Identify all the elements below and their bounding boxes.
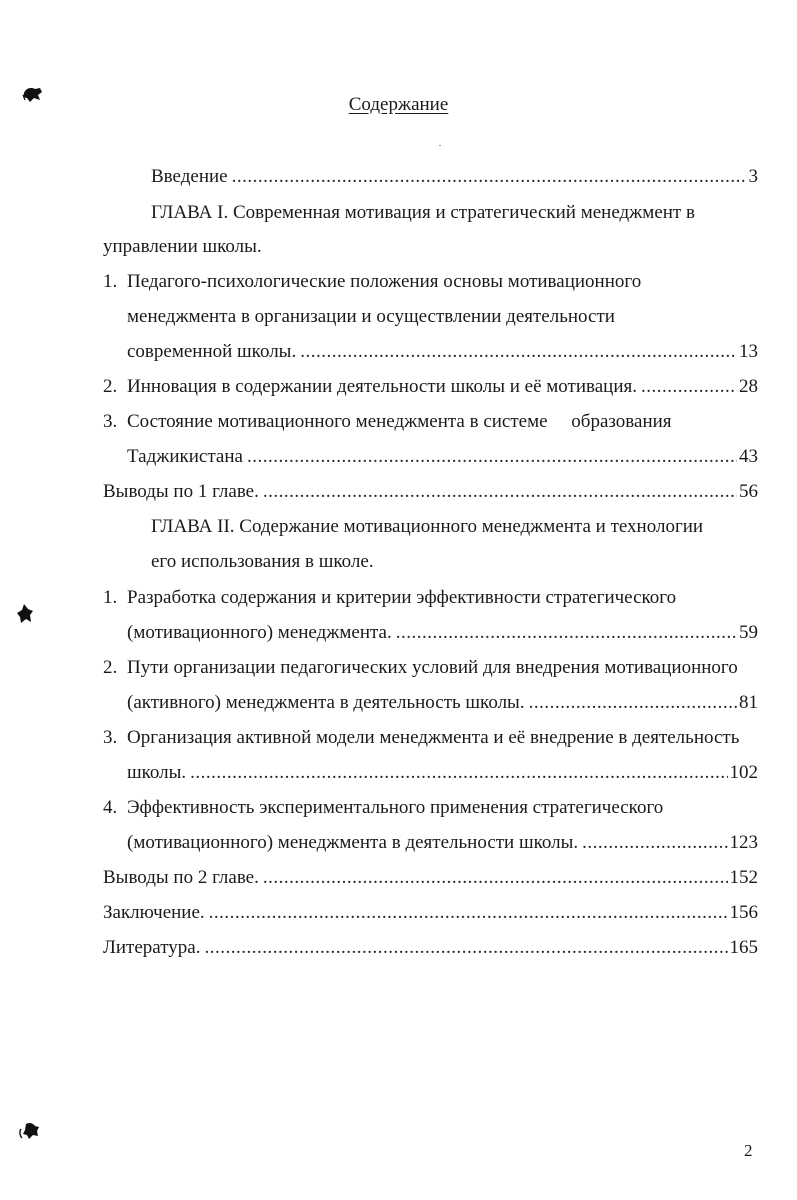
section-text: Разработка содержания и критерии эффективности стратегического (127, 587, 677, 608)
toc-page-number: 165 (729, 937, 758, 958)
toc-page-number: 3 (748, 166, 758, 187)
toc-entry-label: (активного) менеджмента в деятельность школы. (127, 692, 525, 713)
toc-entry-label: Выводы по 2 главе. (103, 867, 259, 888)
chapter2-heading-line1: ГЛАВА II. Содержание мотивационного менеджмента и технологии (151, 516, 704, 537)
toc-entry-label: Таджикистана (127, 446, 243, 467)
dot-leader (232, 164, 747, 190)
dot-leader (263, 479, 737, 505)
toc-page-number: 28 (739, 376, 758, 397)
toc-page-number: 152 (729, 867, 758, 888)
toc-entry-ch1-s1[interactable] (127, 339, 758, 365)
chapter2-heading-line2: его использования в школе. (151, 551, 374, 572)
ch2-section3-line1[interactable] (103, 725, 739, 751)
page-number: 2 (744, 1141, 753, 1160)
toc-entry-label: Выводы по 1 главе. (103, 481, 259, 502)
section-number: 1. (103, 587, 118, 608)
dot-leader (300, 339, 737, 365)
dot-leader (582, 830, 727, 856)
ch2-section2-line1[interactable] (103, 655, 738, 681)
toc-entry-ch1-conclusions[interactable] (103, 479, 758, 505)
toc-page-number: 56 (739, 481, 758, 502)
ch2-section4-line1[interactable] (103, 795, 663, 821)
toc-page-number: 59 (739, 622, 758, 643)
toc-entry-literature[interactable] (103, 935, 758, 961)
section-number: 2. (103, 657, 118, 678)
toc-page-number: 43 (739, 446, 758, 467)
section-number: 4. (103, 797, 118, 818)
section-text: Состояние мотивационного менеджмента в системе образования (127, 411, 672, 432)
toc-entry-label (103, 374, 637, 400)
ch2-section1-line1[interactable] (103, 585, 676, 611)
toc-page-number: 13 (739, 341, 758, 362)
toc-page-number: 123 (729, 832, 758, 853)
toc-entry-label: школы. (127, 762, 187, 783)
toc-entry-label: Введение (151, 166, 228, 187)
toc-entry-label: (мотивационного) менеджмента. (127, 622, 392, 643)
toc-entry-label: современной школы. (127, 341, 297, 362)
toc-entry-ch2-s4[interactable] (127, 830, 758, 856)
scan-speck (439, 145, 441, 146)
toc-entry-ch2-conclusions[interactable] (103, 865, 758, 891)
toc-title: Содержание (348, 94, 449, 115)
ch1-section1-line2: менеджмента в организации и осуществлении деятельности (127, 306, 615, 327)
dot-leader (396, 620, 737, 646)
section-number: 3. (103, 411, 118, 432)
toc-page-number: 81 (739, 692, 758, 713)
dot-leader (247, 444, 737, 470)
dot-leader (190, 760, 727, 786)
toc-page-number: 102 (729, 762, 758, 783)
dot-leader (209, 900, 728, 926)
toc-entry-ch2-s3[interactable] (127, 760, 758, 786)
punch-hole-mark-bottom (18, 1121, 42, 1141)
toc-entry-intro[interactable] (151, 164, 758, 190)
chapter1-heading-line2: управлении школы. (103, 236, 262, 257)
chapter1-heading-line1: ГЛАВА I. Современная мотивация и стратегический менеджмент в (151, 202, 695, 223)
toc-entry-label: Заключение. (103, 902, 205, 923)
section-text: Инновация в содержании деятельности школы и её мотивация. (127, 376, 637, 397)
dot-leader (529, 690, 737, 716)
dot-leader (641, 374, 737, 400)
dot-leader (204, 935, 727, 961)
section-number: 2. (103, 376, 118, 397)
toc-entry-ch1-s2[interactable] (103, 374, 758, 400)
toc-entry-ch1-s3[interactable] (127, 444, 758, 470)
section-text: Эффективность экспериментального применения стратегического (127, 797, 664, 818)
toc-entry-label: (мотивационного) менеджмента в деятельности школы. (127, 832, 579, 853)
toc-entry-ch2-s1[interactable] (127, 620, 758, 646)
punch-hole-mark-middle (16, 603, 36, 625)
dot-leader (263, 865, 728, 891)
toc-entry-label: Литература. (103, 937, 201, 958)
toc-entry-conclusion[interactable] (103, 900, 758, 926)
section-text: Пути организации педагогических условий для внедрения мотивационного (127, 657, 738, 678)
section-number: 1. (103, 271, 118, 292)
toc-page-number: 156 (729, 902, 758, 923)
toc-entry-ch2-s2[interactable] (127, 690, 758, 716)
section-number: 3. (103, 727, 118, 748)
section-text: Педагого-психологические положения основы мотивационного (127, 271, 642, 292)
ch1-section3-line1[interactable] (103, 409, 672, 435)
ch1-section1-line1[interactable] (103, 269, 641, 295)
section-text: Организация активной модели менеджмента и её внедрение в деятельность (127, 727, 740, 748)
